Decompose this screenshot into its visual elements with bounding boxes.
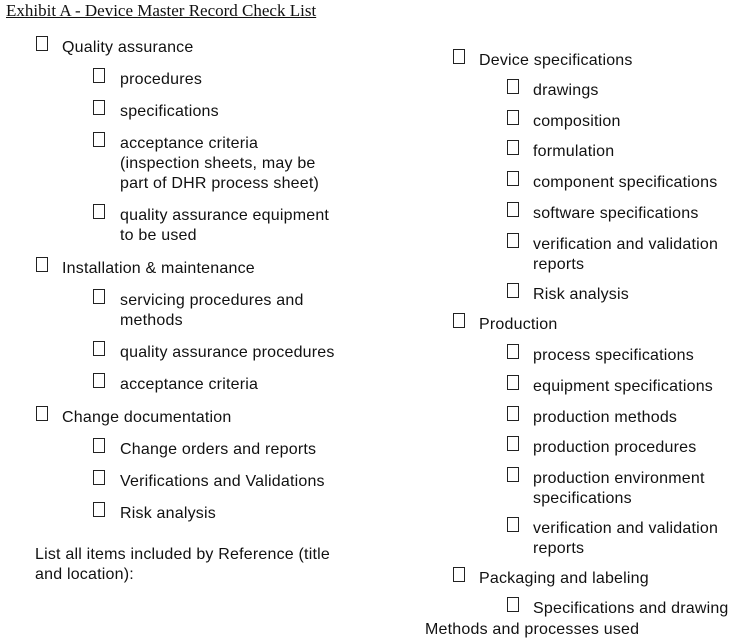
checkbox[interactable]: [507, 171, 519, 186]
checklist-item-equipment-specifications[interactable]: [507, 377, 713, 397]
checkbox[interactable]: [507, 283, 519, 298]
checklist-item-quality-assurance[interactable]: [36, 38, 193, 58]
item-label: [120, 206, 329, 246]
checklist-item-packaging-labeling[interactable]: [453, 569, 649, 589]
checklist-item-risk-analysis-left[interactable]: [93, 504, 216, 524]
checkbox[interactable]: [36, 406, 48, 421]
checkbox[interactable]: [507, 467, 519, 482]
item-label: Change documentation: [62, 409, 232, 426]
checkbox[interactable]: [507, 406, 519, 421]
item-label-line: reports: [533, 256, 585, 273]
item-label: process specifications: [533, 347, 694, 364]
item-label-line: production environment: [533, 470, 705, 487]
checklist-item-change-orders[interactable]: [93, 440, 316, 460]
checkbox[interactable]: [507, 79, 519, 94]
item-label: Packaging and labeling: [479, 570, 649, 587]
item-label: formulation: [533, 143, 615, 160]
checkbox[interactable]: [507, 140, 519, 155]
item-label-line: (inspection sheets, may be: [120, 155, 316, 172]
checklist-item-device-specifications[interactable]: [453, 51, 633, 71]
item-label-line: to be used: [120, 227, 197, 244]
checkbox[interactable]: [93, 502, 105, 517]
item-label: equipment specifications: [533, 378, 714, 395]
item-label-line: specifications: [533, 490, 632, 507]
checkbox[interactable]: [453, 567, 465, 582]
checkbox[interactable]: [93, 373, 105, 388]
item-label: [533, 235, 718, 275]
checklist-item-specifications-drawing[interactable]: [507, 599, 729, 619]
checklist-item-production-procedures[interactable]: [507, 438, 696, 458]
checklist-item-verifications-validations[interactable]: [93, 472, 325, 492]
checkbox[interactable]: [36, 257, 48, 272]
checkbox[interactable]: [36, 36, 48, 51]
checkbox[interactable]: [507, 110, 519, 125]
item-label: production procedures: [533, 439, 697, 456]
checkbox[interactable]: [93, 100, 105, 115]
checklist-item-production-methods[interactable]: [507, 408, 677, 428]
reference-note: [35, 545, 330, 585]
item-label: Specifications and drawing: [533, 600, 729, 617]
checkbox[interactable]: [453, 49, 465, 64]
item-label-line: acceptance criteria: [120, 135, 259, 152]
item-label-line: verification and validation: [533, 236, 719, 253]
checklist-item-formulation[interactable]: [507, 142, 614, 162]
item-label: Verifications and Validations: [120, 473, 325, 490]
item-label: Risk analysis: [120, 505, 216, 522]
item-label-line: quality assurance equipment: [120, 207, 330, 224]
checklist-item-production-environment[interactable]: [507, 469, 705, 509]
checkbox[interactable]: [453, 313, 465, 328]
item-label: Device specifications: [479, 52, 633, 69]
checklist-item-drawings[interactable]: [507, 81, 599, 101]
checklist-item-production[interactable]: [453, 315, 558, 335]
checklist-item-servicing-procedures[interactable]: [93, 291, 304, 331]
checklist-item-procedures[interactable]: [93, 70, 202, 90]
checkbox[interactable]: [507, 597, 519, 612]
item-label: Risk analysis: [533, 286, 629, 303]
checkbox[interactable]: [507, 517, 519, 532]
item-label: acceptance criteria: [120, 376, 259, 393]
checkbox[interactable]: [507, 436, 519, 451]
checkbox[interactable]: [93, 470, 105, 485]
bottom-note: Methods and processes used: [425, 621, 640, 638]
checkbox[interactable]: [93, 204, 105, 219]
reference-note-line: and location):: [35, 566, 134, 583]
reference-note-line: List all items included by Reference (title: [35, 546, 330, 563]
item-label: quality assurance procedures: [120, 344, 335, 361]
item-label: Change orders and reports: [120, 441, 317, 458]
item-label-line: part of DHR process sheet): [120, 175, 320, 192]
item-label: procedures: [120, 71, 203, 88]
checkbox[interactable]: [93, 438, 105, 453]
item-label: [533, 469, 705, 509]
item-label: drawings: [533, 82, 599, 99]
item-label: Production: [479, 316, 558, 333]
checkbox[interactable]: [507, 344, 519, 359]
checklist-item-qa-procedures[interactable]: [93, 343, 335, 363]
item-label: specifications: [120, 103, 219, 120]
checkbox[interactable]: [93, 341, 105, 356]
item-label-line: methods: [120, 312, 183, 329]
checklist-item-qa-equipment[interactable]: [93, 206, 329, 246]
checkbox[interactable]: [507, 233, 519, 248]
item-label: component specifications: [533, 174, 718, 191]
checkbox[interactable]: [507, 375, 519, 390]
checklist-item-acceptance-criteria-2[interactable]: [93, 375, 258, 395]
item-label-line: verification and validation: [533, 520, 719, 537]
checkbox[interactable]: [93, 132, 105, 147]
checklist-item-process-specifications[interactable]: [507, 346, 694, 366]
item-label: Installation & maintenance: [62, 260, 255, 277]
document-title: Exhibit A - Device Master Record Check List: [6, 1, 317, 20]
item-label-line: servicing procedures and: [120, 292, 304, 309]
checklist-item-installation-maintenance[interactable]: [36, 259, 255, 279]
checklist-item-component-specifications[interactable]: [507, 173, 717, 193]
item-label: [120, 134, 319, 194]
checklist-item-vv-reports[interactable]: [507, 235, 718, 275]
item-label-line: reports: [533, 540, 585, 557]
item-label: [120, 291, 304, 331]
checklist-item-risk-analysis-right[interactable]: [507, 285, 629, 305]
item-label: software specifications: [533, 205, 699, 222]
checklist-item-acceptance-criteria[interactable]: [93, 134, 319, 194]
item-label: production methods: [533, 409, 678, 426]
item-label: composition: [533, 113, 621, 130]
checkbox[interactable]: [93, 289, 105, 304]
checklist-item-vv-reports-production[interactable]: [507, 519, 718, 559]
item-label: Quality assurance: [62, 39, 194, 56]
checklist-item-software-specifications[interactable]: [507, 204, 699, 224]
checkbox[interactable]: [507, 202, 519, 217]
checklist-item-specifications[interactable]: [93, 102, 219, 122]
item-label: [533, 519, 718, 559]
checklist-item-composition[interactable]: [507, 112, 621, 132]
checklist-item-change-documentation[interactable]: [36, 408, 231, 428]
checkbox[interactable]: [93, 68, 105, 83]
